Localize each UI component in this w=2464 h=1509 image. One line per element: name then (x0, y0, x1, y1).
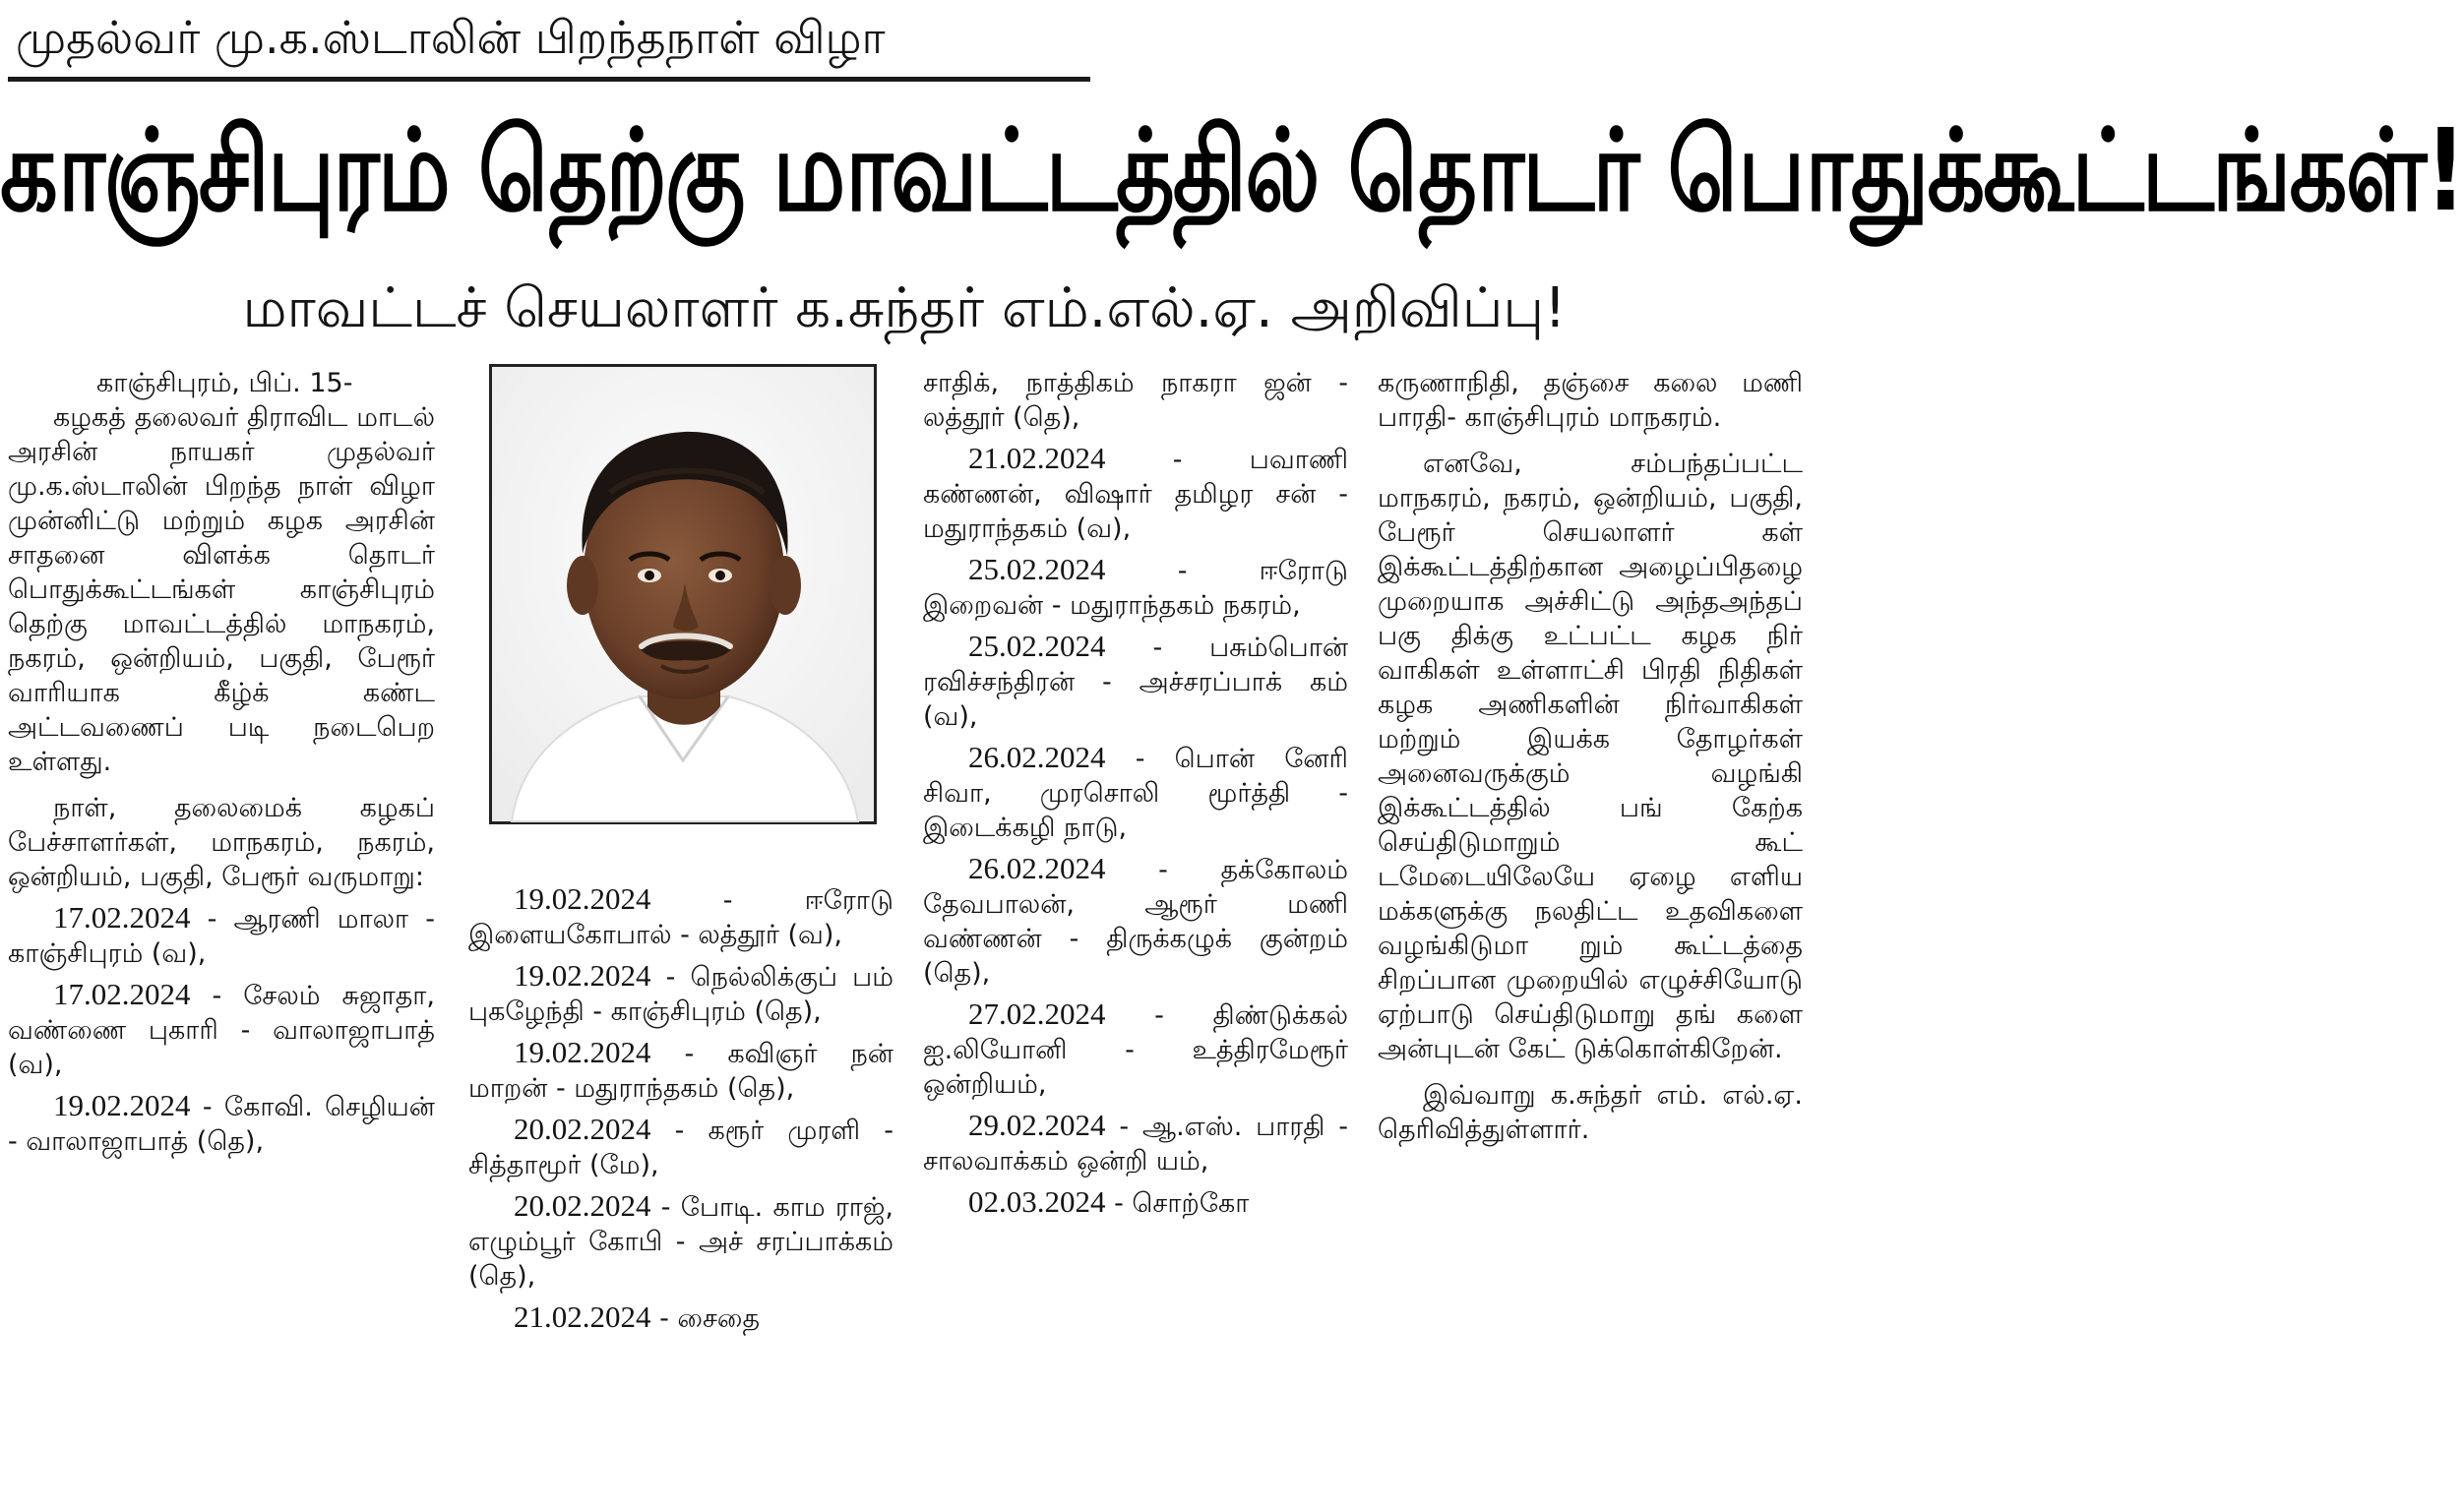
entry-date: 29.02.2024 (968, 1108, 1106, 1142)
entry-text: - நெல்லிக்குப் பம் புகழேந்தி - காஞ்சிபுரம் (தெ), (468, 962, 893, 1027)
schedule-entry (923, 851, 1348, 991)
schedule-intro: நாள், தலைமைக் கழகப் பேச்சாளர்கள், மாநகரம், நகரம், ஒன்றியம், பகுதி, பேரூர் வருமாறு: (8, 793, 435, 892)
entry-date: 02.03.2024 (968, 1184, 1106, 1219)
portrait-photo (489, 364, 877, 824)
entry-date: 26.02.2024 (968, 851, 1106, 885)
schedule-entry (8, 977, 435, 1082)
entry-text: - போடி. காம ராஜ், எழும்பூர் கோபி - அச் சரப்பாக்கம் (தெ), (468, 1192, 893, 1292)
portrait-illustration (492, 367, 874, 821)
subheadline: மாவட்டச் செயலாளர் க.சுந்தர் எம்.எல்.ஏ. அறிவிப்பு! (242, 276, 1567, 340)
entry-text: - சைதை (659, 1303, 761, 1334)
entry-date: 19.02.2024 (514, 958, 651, 993)
entry-date: 17.02.2024 (53, 900, 191, 935)
schedule-entry (468, 1299, 893, 1336)
entry-date: 19.02.2024 (53, 1088, 191, 1122)
closing-line: இவ்வாறு க.சுந்தர் எம். எல்.ஏ. தெரிவித்துள்ளார். (1378, 1080, 1803, 1145)
entry-date: 19.02.2024 (514, 1035, 651, 1069)
entry-text: - ஈரோடு இளையகோபால் - லத்தூர் (வ), (468, 885, 893, 950)
schedule-entry (8, 900, 435, 971)
entry-date: 19.02.2024 (514, 881, 651, 916)
appeal-paragraph: எனவே, சம்பந்தப்பட்ட மாநகரம், நகரம், ஒன்றியம், பகுதி, பேரூர் செயலாளர் கள் இக்கூட்டத்திற்கான அழைப்பிதழை முறையாக அச்சிட்டு அந்தஅந்தப் பகு திக்கு உட்பட்ட கழக நிர் வாகிகள் உள்ளாட்சி பிரதி நிதிகள் கழக அணிகளின் நிர்வாகிகள் மற்றும் இயக்க தோழர்கள் அனைவருக்கும் வழங்கி இக்கூட்டத்தில் பங் கேற்க செய்திடுமாறும் கூட் டமேடையிலேயே ஏழை எளிய மக்களுக்கு நலதிட்ட உதவிகளை வழங்கிடுமா றும் கூட்டத்தை சிறப்பான முறையில் எழுச்சியோடு ஏற்பாடு செய்திடுமாறு தங் களை அன்புடன் கேட் டுக்கொள்கிறேன். (1378, 449, 1803, 1064)
continued-text: கருணாநிதி, தஞ்சை கலை மணி பாரதி- காஞ்சிபுரம் மாநகரம். (1378, 368, 1803, 433)
entry-date: 27.02.2024 (968, 996, 1106, 1031)
entry-text: - தக்கோலம் தேவபாலன், ஆரூர் மணி வண்ணன் - திருக்கழுக் குன்றம் (தெ), (923, 855, 1348, 989)
schedule-entry (468, 1112, 893, 1182)
schedule-entry (923, 1108, 1348, 1178)
entry-date: 21.02.2024 (514, 1299, 651, 1334)
article-column-4 (1378, 366, 1803, 1147)
entry-text: - பொன் னேரி சிவா, முரசொலி மூர்த்தி - இடைக்கழி நாடு, (923, 744, 1348, 843)
continued-text: சாதிக், நாத்திகம் நாகரா ஜன் - லத்தூர் (தெ), (923, 368, 1348, 433)
entry-text: - கவிஞர் நன் மாறன் - மதுராந்தகம் (தெ), (468, 1039, 893, 1104)
entry-text: - ஆரணி மாலா - காஞ்சிபுரம் (வ), (8, 904, 435, 969)
entry-text: - கரூர் முரளி - சித்தாமூர் (மே), (468, 1116, 893, 1180)
entry-text: - பசும்பொன் ரவிச்சந்திரன் - அச்சரப்பாக் கம் (வ), (923, 633, 1348, 732)
entry-text: - பவாணி கண்ணன், விஷார் தமிழர சன் - மதுராந்தகம் (வ), (923, 445, 1348, 544)
schedule-entry (468, 881, 893, 952)
intro-paragraph: கழகத் தலைவர் திராவிட மாடல் அரசின் நாயகர் முதல்வர் மு.க.ஸ்டாலின் பிறந்த நாள் விழா முன்னிட்டு மற்றும் கழக அரசின் சாதனை விளக்க தொடர் பொதுக்கூட்டங்கள் காஞ்சிபுரம் தெற்கு மாவட்டத்தில் மாநகரம், நகரம், ஒன்றியம், பகுதி, பேரூர் வாரியாக கீழ்க் கண்ட அட்டவணைப் படி நடைபெற உள்ளது. (8, 402, 435, 777)
entry-text: - ஈரோடு இறைவன் - மதுராந்தகம் நகரம், (923, 556, 1348, 621)
schedule-entry (923, 629, 1348, 734)
headline: காஞ்சிபுரம் தெற்கு மாவட்டத்தில் தொடர் பொதுக்கூட்டங்கள்! (0, 104, 2464, 237)
entry-date: 17.02.2024 (53, 977, 191, 1011)
article-column-2 (468, 875, 893, 1336)
article-column-1 (8, 366, 435, 1159)
entry-text: - திண்டுக்கல் ஐ.லியோனி - உத்திரமேரூர் ஒன்றியம், (923, 1000, 1348, 1100)
schedule-entry (923, 740, 1348, 845)
entry-text: - ஆ.எஸ். பாரதி - சாலவாக்கம் ஒன்றி யம், (923, 1112, 1348, 1177)
article-column-3 (923, 366, 1348, 1221)
schedule-entry (8, 1088, 435, 1159)
entry-date: 21.02.2024 (968, 441, 1106, 475)
entry-date: 20.02.2024 (514, 1188, 651, 1223)
schedule-entry (923, 996, 1348, 1102)
entry-text: - சொற்கோ (1114, 1188, 1250, 1219)
schedule-entry (468, 958, 893, 1029)
schedule-entry (923, 441, 1348, 546)
entry-date: 25.02.2024 (968, 629, 1106, 663)
entry-text: - சேலம் சுஜாதா, வண்ணை புகாரி - வாலாஜாபாத் (வ), (8, 981, 435, 1080)
entry-text: - கோவி. செழியன் - வாலாஜாபாத் (தெ), (8, 1092, 435, 1157)
schedule-entry (468, 1035, 893, 1106)
schedule-entry (468, 1188, 893, 1294)
schedule-entry (923, 552, 1348, 623)
entry-date: 26.02.2024 (968, 740, 1106, 774)
entry-date: 20.02.2024 (514, 1112, 651, 1146)
schedule-entry (923, 1184, 1348, 1221)
kicker-text: முதல்வர் மு.க.ஸ்டாலின் பிறந்தநாள் விழா (16, 11, 886, 64)
entry-date: 25.02.2024 (968, 552, 1106, 586)
dateline: காஞ்சிபுரம், பிப். 15- (96, 368, 353, 398)
